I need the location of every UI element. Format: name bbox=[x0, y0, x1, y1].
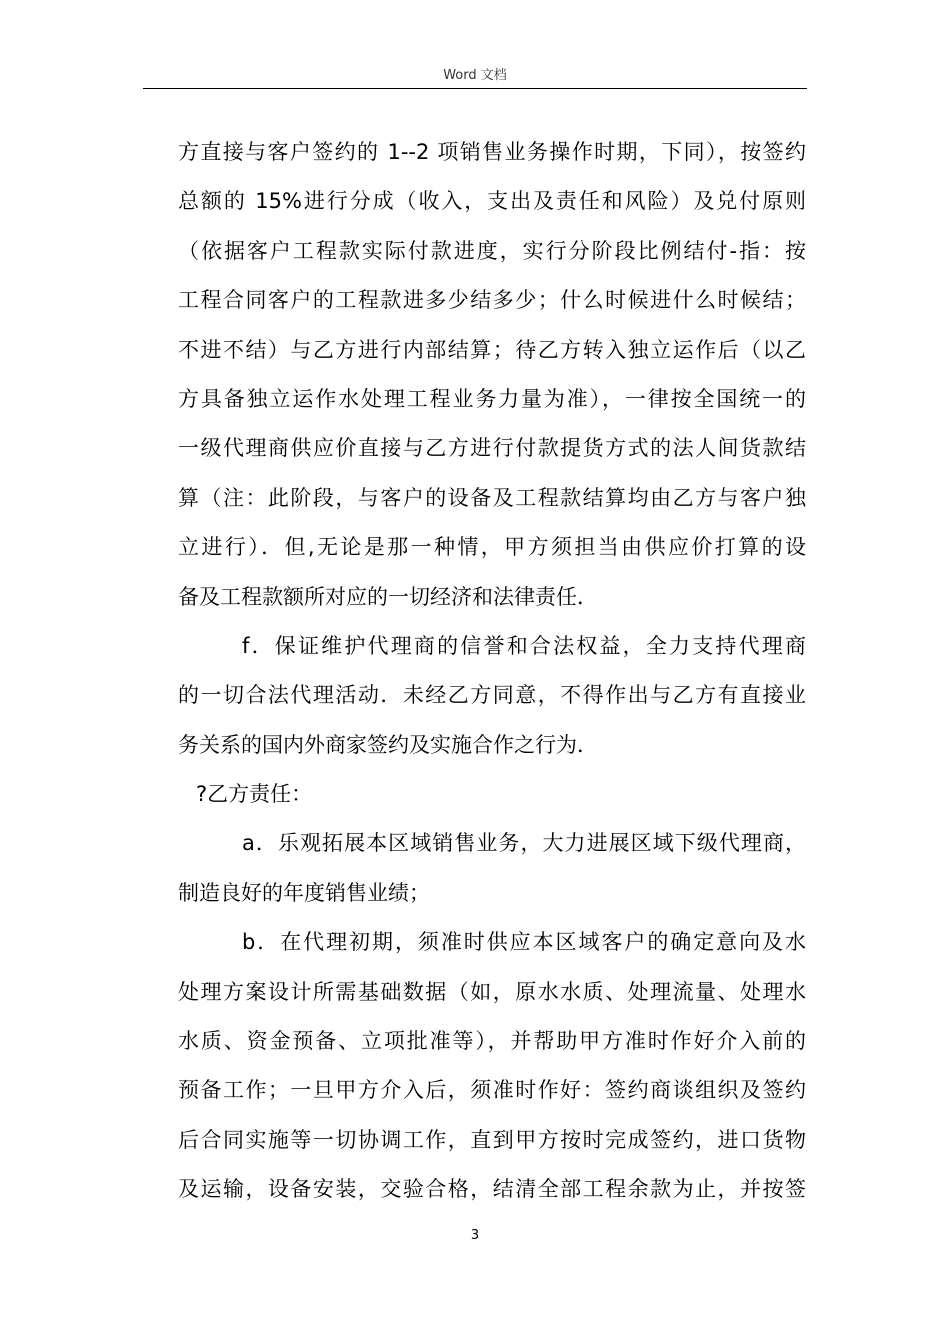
text-line: 后合同实施等一切协调工作，直到甲方按时完成签约，进口货物 bbox=[178, 1127, 806, 1152]
text-line: 不进不结）与乙方进行内部结算；待乙方转入独立运作后（以乙 bbox=[178, 337, 806, 362]
text-line: 水质、资金预备、立项批准等），并帮助甲方准时作好介入前的 bbox=[178, 1029, 806, 1054]
text-line: 算（注：此阶段，与客户的设备及工程款结算均由乙方与客户独 bbox=[178, 485, 806, 510]
text-line: （依据客户工程款实际付款进度，实行分阶段比例结付-指：按 bbox=[178, 238, 806, 263]
text-line: 处理方案设计所需基础数据（如，原水水质、处理流量、处理水 bbox=[178, 979, 806, 1004]
text-line: 总额的 15%进行分成（收入，支出及责任和风险）及兑付原则 bbox=[178, 189, 806, 214]
section-heading: ?乙方责任： bbox=[196, 782, 313, 807]
text-line: 的一切合法代理活动．未经乙方同意，不得作出与乙方有直接业 bbox=[178, 683, 806, 708]
page-number: 3 bbox=[470, 1228, 480, 1243]
text-line: 制造良好的年度销售业绩； bbox=[178, 880, 430, 905]
text-line: 方直接与客户签约的 1--2 项销售业务操作时期，下同），按签约 bbox=[178, 140, 806, 164]
text-line: 及运输，设备安装，交验合格，结清全部工程余款为止，并按签 bbox=[178, 1177, 806, 1202]
text-line: 备及工程款额所对应的一切经济和法律责任． bbox=[178, 584, 598, 609]
document-body bbox=[178, 128, 806, 1215]
text-line: 方具备独立运作水处理工程业务力量为准），一律按全国统一的 bbox=[178, 386, 806, 411]
text-line: 一级代理商供应价直接与乙方进行付款提货方式的法人间货款结 bbox=[178, 436, 806, 461]
header-rule bbox=[143, 88, 807, 89]
text-line: b．在代理初期，须准时供应本区域客户的确定意向及水 bbox=[242, 930, 806, 955]
page-header: Word 文档 bbox=[443, 68, 507, 83]
text-line: 务关系的国内外商家签约及实施合作之行为． bbox=[178, 732, 598, 757]
text-line: 立进行）．但,无论是那一种情，甲方须担当由供应价打算的设 bbox=[178, 535, 806, 560]
text-line: f．保证维护代理商的信誉和合法权益，全力支持代理商 bbox=[242, 633, 806, 658]
text-line: a．乐观拓展本区域销售业务，大力进展区域下级代理商， bbox=[242, 831, 806, 856]
text-line: 预备工作；一旦甲方介入后，须准时作好：签约商谈组织及签约 bbox=[178, 1078, 806, 1103]
text-line: 工程合同客户的工程款进多少结多少；什么时候进什么时候结； bbox=[178, 288, 806, 313]
